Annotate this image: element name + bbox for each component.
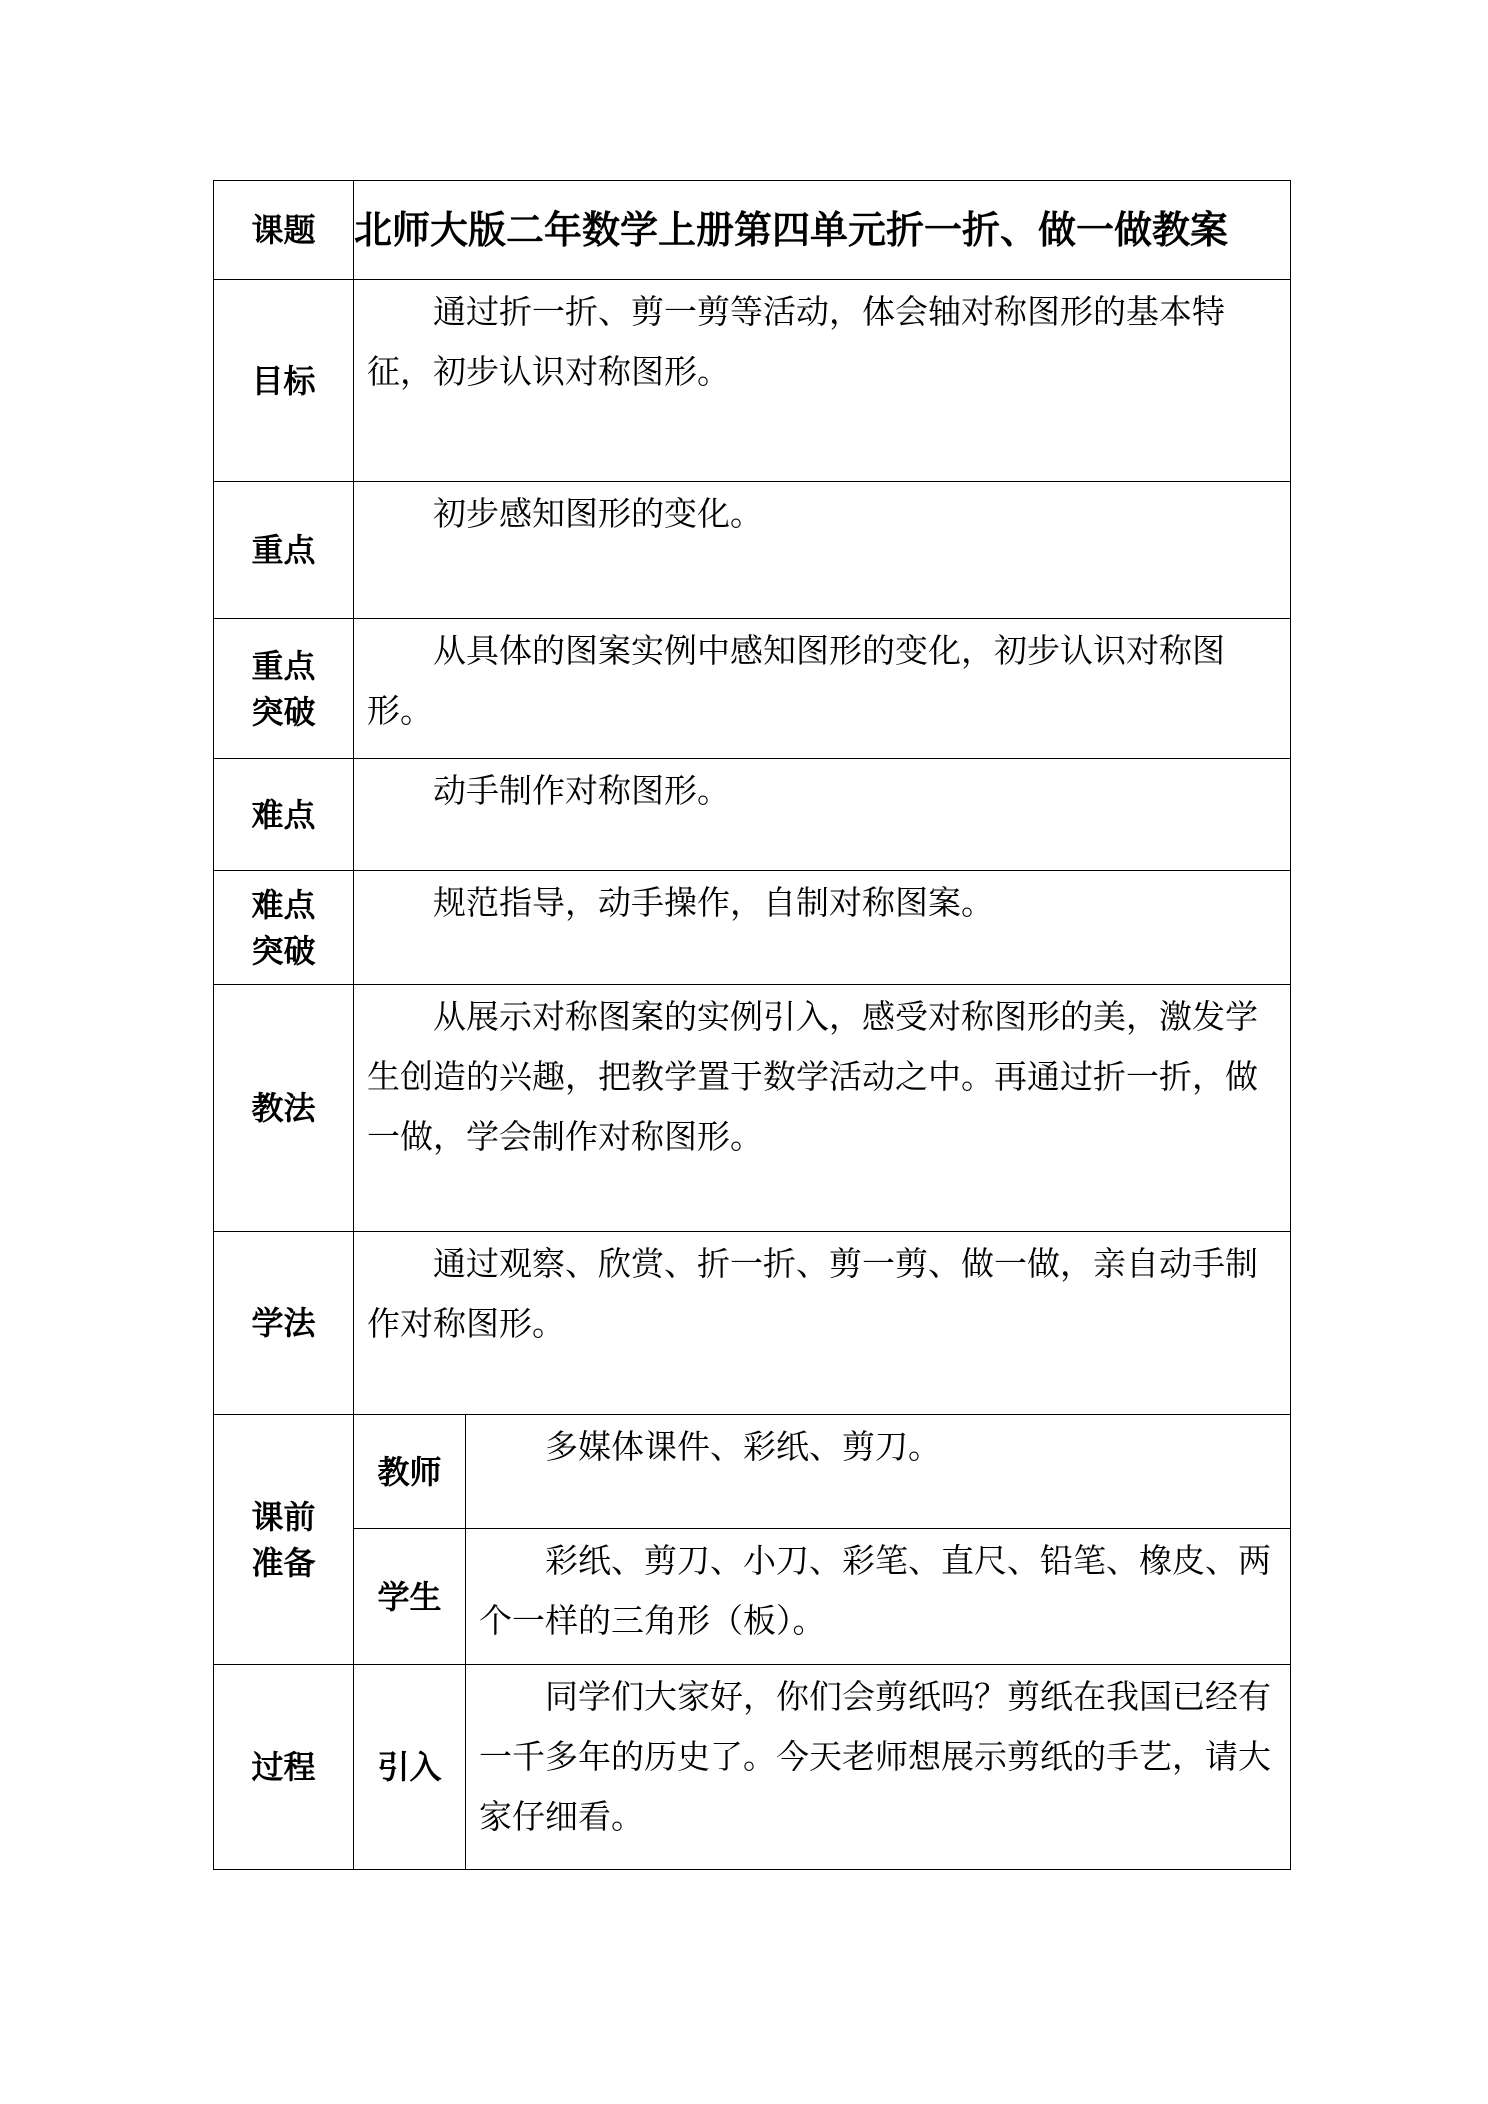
cell-difficult-break bbox=[354, 871, 1291, 985]
row-learning bbox=[214, 1232, 1291, 1415]
label-difficult-break: 难点 突破 bbox=[214, 871, 354, 985]
label-difficult: 难点 bbox=[214, 759, 354, 871]
label-process-intro: 引入 bbox=[354, 1665, 466, 1870]
cell-goal bbox=[354, 280, 1291, 482]
row-key-break bbox=[214, 619, 1291, 759]
row-teaching bbox=[214, 985, 1291, 1232]
key-break-text: 从具体的图案实例中感知图形的变化，初步认识对称图形。 bbox=[367, 631, 1225, 730]
prep-teacher-text: 多媒体课件、彩纸、剪刀。 bbox=[545, 1427, 941, 1466]
process-intro-text: 同学们大家好，你们会剪纸吗？剪纸在我国已经有一千多年的历史了。今天老师想展示剪纸的手艺，请大家仔细看。 bbox=[479, 1677, 1271, 1836]
label-learning: 学法 bbox=[214, 1232, 354, 1415]
row-process-intro bbox=[214, 1665, 1291, 1870]
label-key-break: 重点 突破 bbox=[214, 619, 354, 759]
cell-key bbox=[354, 482, 1291, 619]
row-title bbox=[214, 181, 1291, 280]
label-teaching: 教法 bbox=[214, 985, 354, 1232]
label-prep-teacher: 教师 bbox=[354, 1415, 466, 1529]
teaching-text: 从展示对称图案的实例引入，感受对称图形的美，激发学生创造的兴趣，把教学置于数学活动之中。再通过折一折，做一做，学会制作对称图形。 bbox=[367, 997, 1258, 1156]
key-text: 初步感知图形的变化。 bbox=[433, 494, 763, 533]
learning-text: 通过观察、欣赏、折一折、剪一剪、做一做，亲自动手制作对称图形。 bbox=[367, 1244, 1258, 1343]
row-difficult-break bbox=[214, 871, 1291, 985]
cell-process-intro bbox=[466, 1665, 1291, 1870]
prep-student-text: 彩纸、剪刀、小刀、彩笔、直尺、铅笔、橡皮、两个一样的三角形（板）。 bbox=[479, 1541, 1271, 1640]
label-goal: 目标 bbox=[214, 280, 354, 482]
row-prep-student bbox=[214, 1529, 1291, 1665]
cell-prep-teacher bbox=[466, 1415, 1291, 1529]
label-prep-student: 学生 bbox=[354, 1529, 466, 1665]
cell-difficult bbox=[354, 759, 1291, 871]
label-process: 过程 bbox=[214, 1665, 354, 1870]
difficult-text: 动手制作对称图形。 bbox=[433, 771, 730, 810]
difficult-break-text: 规范指导，动手操作，自制对称图案。 bbox=[433, 883, 994, 922]
row-goal bbox=[214, 280, 1291, 482]
cell-key-break bbox=[354, 619, 1291, 759]
cell-prep-student bbox=[466, 1529, 1291, 1665]
label-key: 重点 bbox=[214, 482, 354, 619]
cell-learning bbox=[354, 1232, 1291, 1415]
cell-teaching bbox=[354, 985, 1291, 1232]
row-prep-teacher bbox=[214, 1415, 1291, 1529]
row-difficult bbox=[214, 759, 1291, 871]
lesson-title: 北师大版二年数学上册第四单元折一折、做一做教案 bbox=[354, 181, 1291, 280]
row-key bbox=[214, 482, 1291, 619]
goal-text: 通过折一折、剪一剪等活动，体会轴对称图形的基本特征，初步认识对称图形。 bbox=[367, 292, 1225, 391]
lesson-plan-table bbox=[213, 180, 1291, 1870]
label-title: 课题 bbox=[214, 181, 354, 280]
label-prep: 课前 准备 bbox=[214, 1415, 354, 1665]
